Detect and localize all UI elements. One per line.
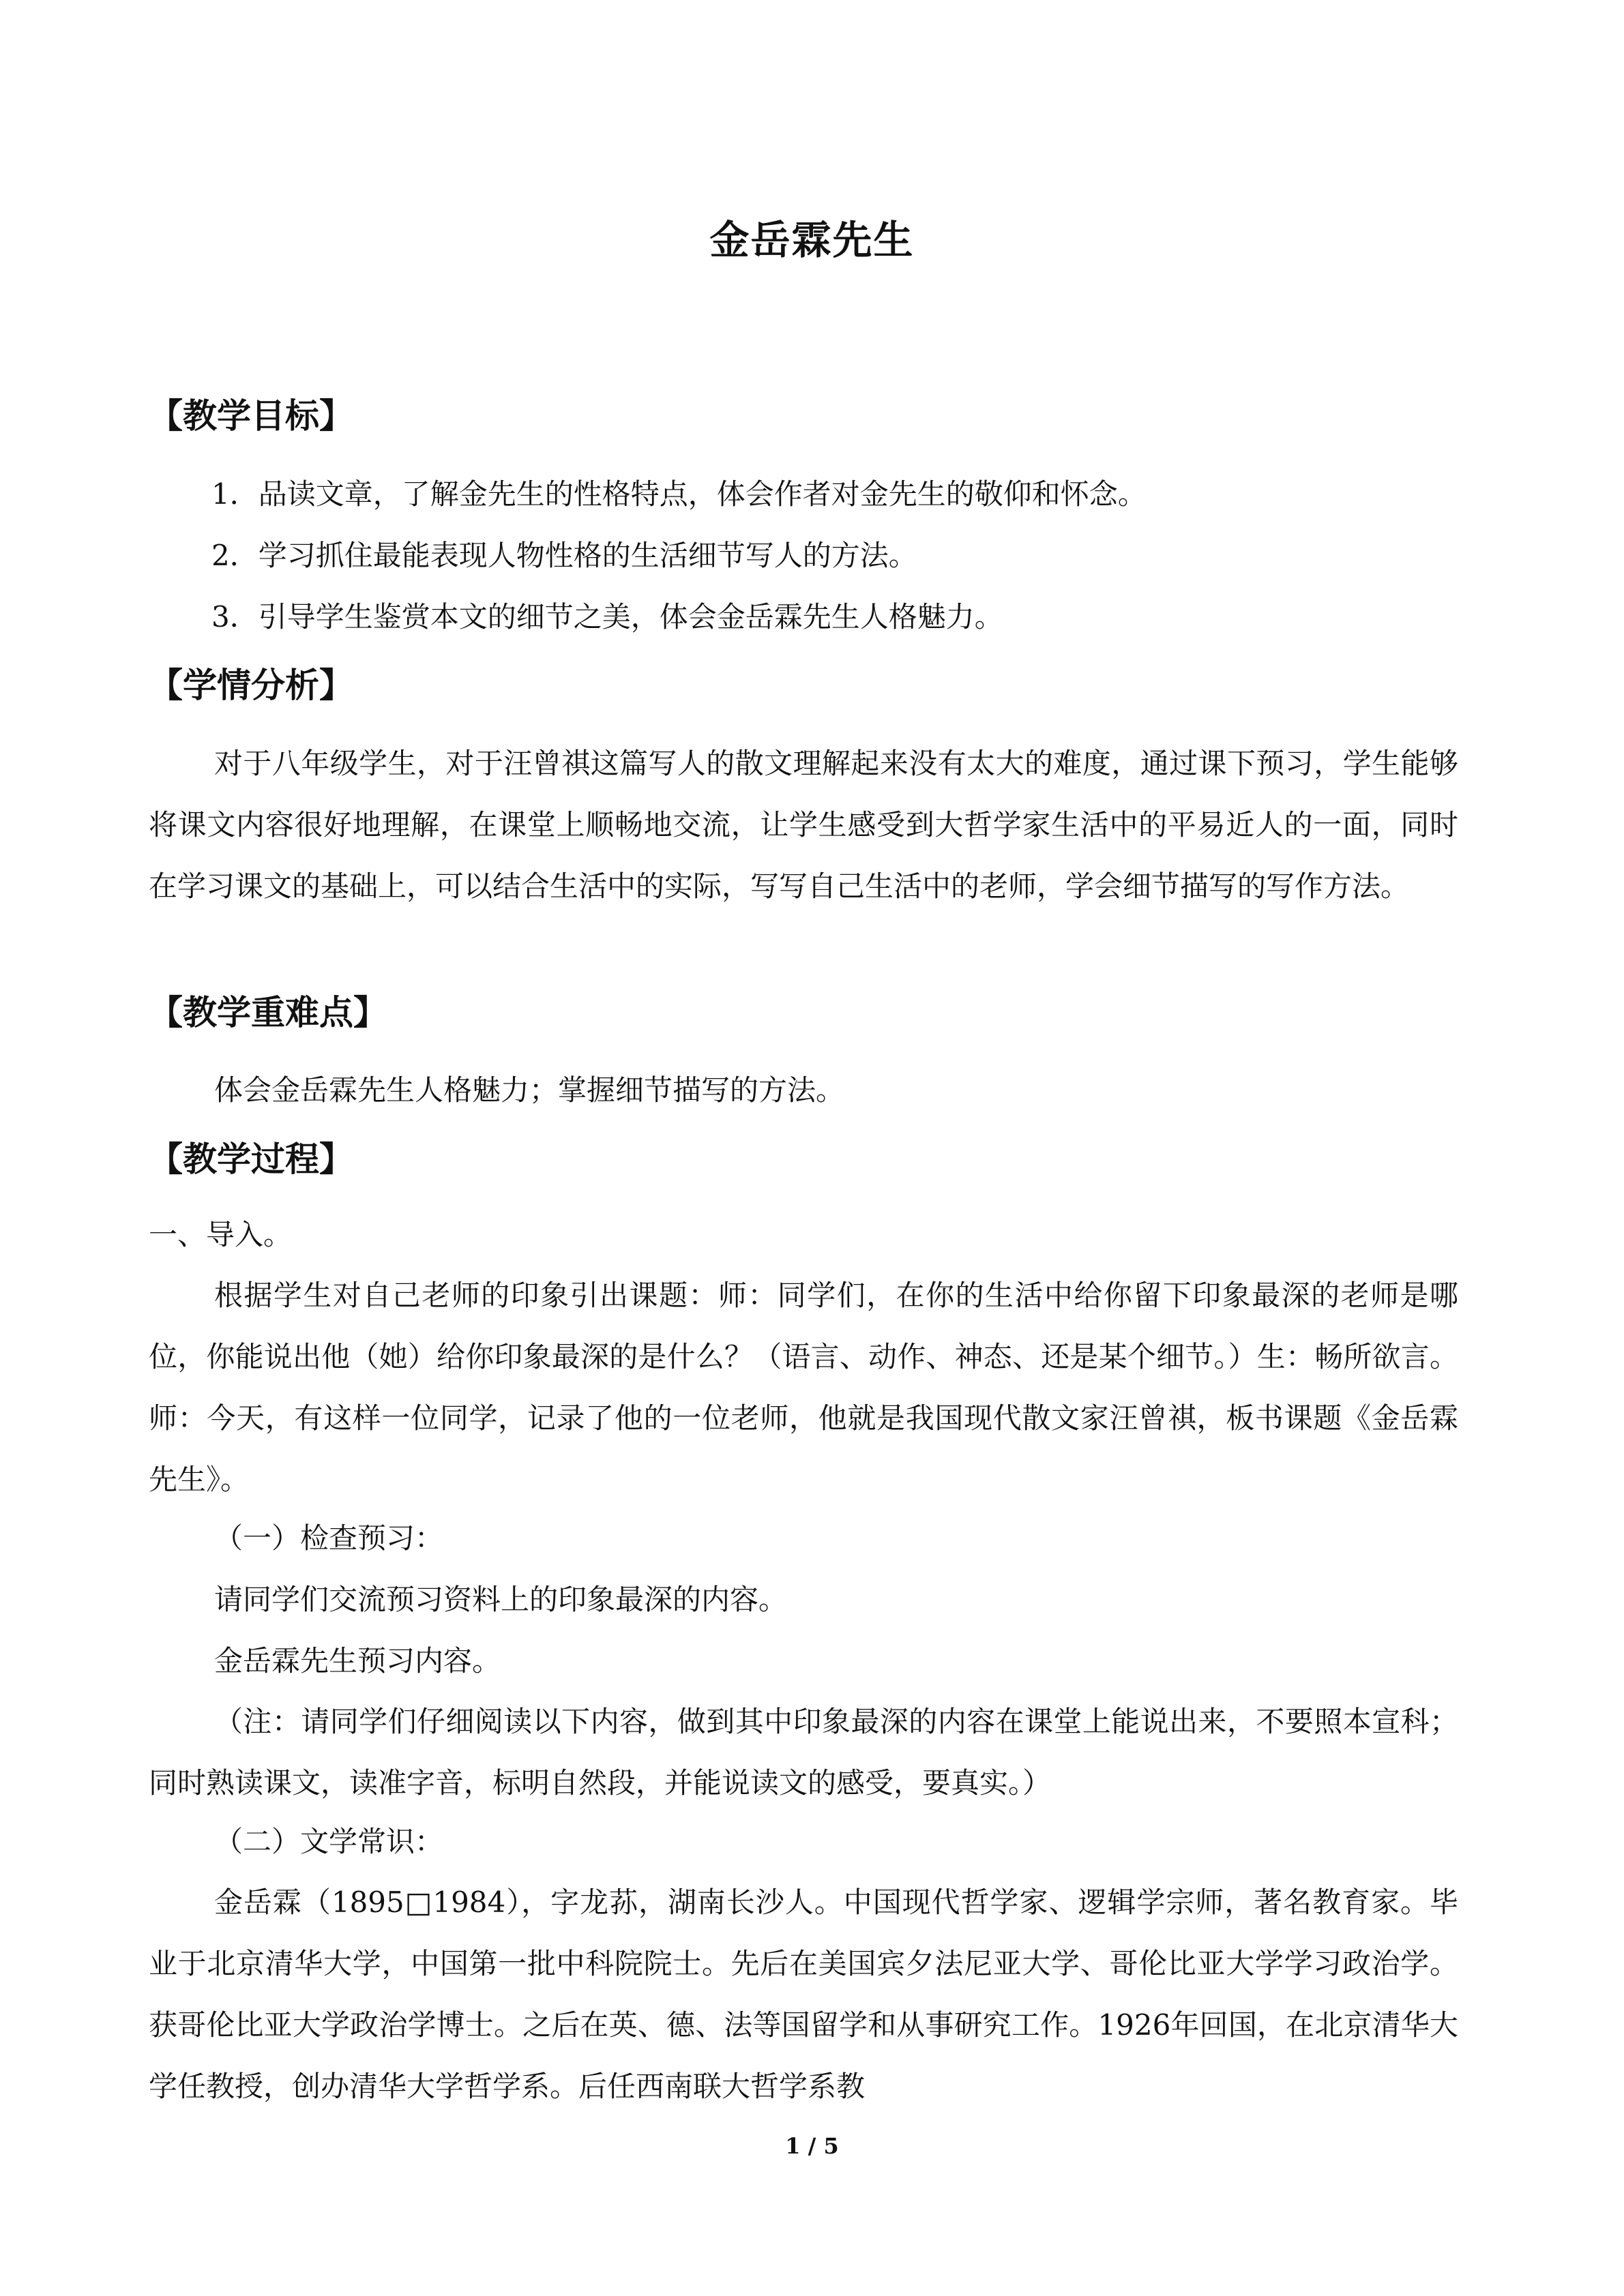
heading-student-analysis: 【学情分析】	[149, 666, 353, 705]
literary-knowledge-title: （二）文学常识：	[214, 1825, 444, 1858]
preview-note: （注：请同学们仔细阅读以下内容，做到其中印象最深的内容在课堂上能说出来，不要照本宣科；同时熟读课文，读准字音，标明自然段，并能说读文的感受，要真实。）	[149, 1705, 1458, 1800]
page-number: 1 / 5	[785, 2133, 839, 2159]
preview-check-line-1: 请同学们交流预习资料上的印象最深的内容。	[214, 1583, 788, 1616]
goal-item-1: 1．品读文章，了解金先生的性格特点，体会作者对金先生的敬仰和怀念。	[211, 477, 1147, 511]
analysis-paragraph: 对于八年级学生，对于汪曾祺这篇写人的散文理解起来没有太大的难度，通过课下预习，学生能够将课文内容很好地理解，在课堂上顺畅地交流，让学生感受到大哲学家生活中的平易近人的一面，同时在学习课文的基础上，可以结合生活中的实际，写写自己生活中的老师，学会细节描写的写作方法。	[149, 747, 1458, 903]
process-step-1-text: 根据学生对自己老师的印象引出课题：师：同学们，在你的生活中给你留下印象最深的老师是哪位，你能说出他（她）给你印象最深的是什么？（语言、动作、神态、还是某个细节。）生：畅所欲言。师：今天，有这样一位同学，记录了他的一位老师，他就是我国现代散文家汪曾祺，板书课题《金岳霖先生》。	[149, 1279, 1458, 1496]
goal-item-2: 2．学习抓住最能表现人物性格的生活细节写人的方法。	[211, 539, 917, 572]
preview-check-line-2: 金岳霖先生预习内容。	[214, 1644, 501, 1678]
heading-key-points: 【教学重难点】	[149, 993, 387, 1032]
preview-check-title: （一）检查预习：	[214, 1521, 444, 1555]
key-points-text: 体会金岳霖先生人格魅力；掌握细节描写的方法。	[214, 1073, 845, 1107]
process-step-1-title: 一、导入。	[149, 1218, 293, 1251]
document-title: 金岳霖先生	[709, 217, 915, 263]
goal-item-3: 3．引导学生鉴赏本文的细节之美，体会金岳霖先生人格魅力。	[211, 600, 1003, 633]
heading-teaching-process: 【教学过程】	[149, 1139, 353, 1179]
literary-knowledge-text: 金岳霖（1895□1984），字龙荪，湖南长沙人。中国现代哲学家、逻辑学宗师，著名教育家。毕业于北京清华大学，中国第一批中科院院士。先后在美国宾夕法尼亚大学、哥伦比亚大学学习政治学。获哥伦比亚大学政治学博士。之后在英、德、法等国留学和从事研究工作。1926年回国，在北京清华大学任教授，创办清华大学哲学系。后任西南联大哲学系教	[149, 1885, 1458, 2103]
heading-teaching-goals: 【教学目标】	[149, 396, 353, 436]
